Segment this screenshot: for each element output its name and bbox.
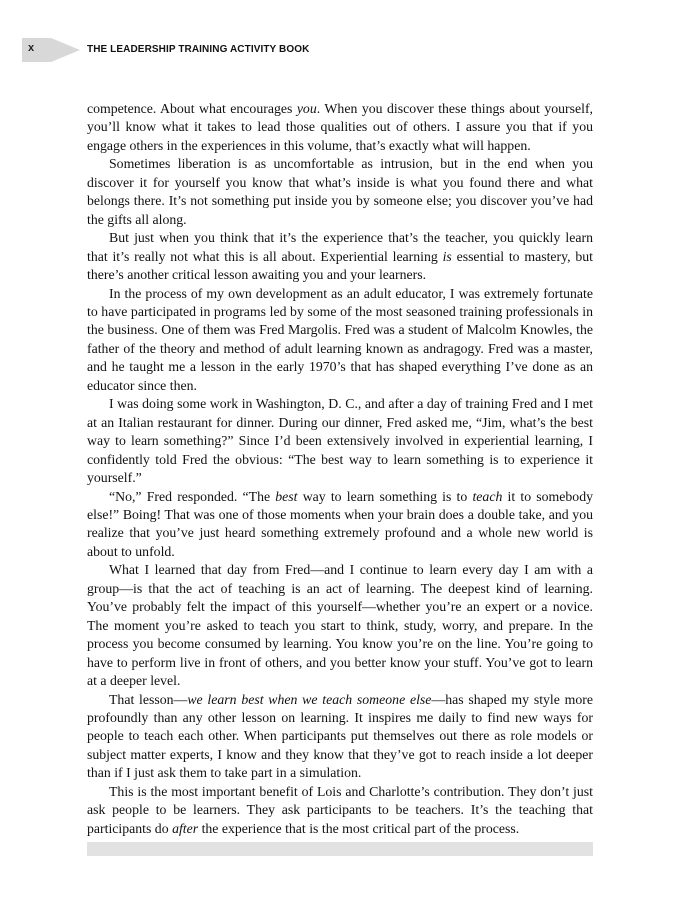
text-run: . When you discover these things about yourself, you’ll know what it takes to lead those qualities out of others. I assure you that if you engage others in the experiences in this volume, that’s exactly what will happen. (87, 101, 593, 153)
paragraph (87, 395, 593, 487)
italic-text: we learn best when we teach someone else (187, 691, 432, 707)
text-run: “No,” Fred responded. “The (109, 488, 276, 504)
paragraph (87, 488, 593, 562)
text-run: In the process of my own development as an adult educator, I was extremely fortunate to have participated in programs led by some of the most seasoned training professionals in the business. One of them was Fred Margolis. Fred was a student of Malcolm Knowles, the father of the theory and method of adult learning known as andragogy. Fred was a master, and he taught me a lesson in the early 1970’s that has shaped everything I’ve done as an educator since then. (87, 285, 593, 393)
text-run: essential to mastery, but there’s another critical lesson awaiting you and your learners. (87, 248, 593, 283)
paragraph (87, 561, 593, 690)
paragraph (87, 783, 593, 838)
text-run: way to learn something is to (297, 488, 473, 504)
text-run: I was doing some work in Washington, D. C., and after a day of training Fred and I met at an Italian restaurant for dinner. During our dinner, Fred asked me, “Jim, what’s the best way to learn something?” Since I’d been extensively involved in experiential learning, I confidently told Fred the obvious: “The best way to learn something is to experience it yourself.” (87, 396, 593, 486)
page-number: x (28, 42, 35, 54)
text-run: competence. About what encourages (87, 101, 297, 116)
italic-text: you (296, 101, 317, 116)
text-run: What I learned that day from Fred—and I continue to learn every day I am with a group—is that the act of teaching is an act of learning. The deepest kind of learning. You’ve probably felt the impact of this yourself—whether you’re an expert or a novice. The moment you’re asked to teach you start to think, study, worry, and prepare. In the process you become consumed by learning. You know you’re on the line. You’re going to have to perform live in front of others, and you better know your stuff. You’ve got to learn at a deeper level. (87, 562, 593, 689)
text-run: Sometimes liberation is as uncomfortable as intrusion, but in the end when you discover it for yourself you know that what’s inside is what you found there and what belongs there. It’s not something put inside you by someone else; you discover you’ve had the gifts all along. (87, 156, 593, 227)
paragraph (87, 285, 593, 396)
italic-text: teach (472, 488, 503, 504)
text-run: —has shaped my style more profoundly than any other lesson on learning. It inspires me daily to find new ways for people to teach each other. When participants put themselves out there as role models or subject matter experts, I know and they know that they’ve got to reach inside a lot deeper than if I just ask them to take part in a simulation. (87, 691, 593, 781)
paragraph (87, 229, 593, 284)
footer-bar (87, 842, 593, 856)
body-text (87, 100, 593, 838)
italic-text: after (172, 820, 199, 836)
paragraph (87, 691, 593, 783)
text-run: it to somebody else!” Boing! That was one of those moments when your brain does a double take, and you realize that you’ve just heard something extremely profound and a whole new world is about to unfold. (87, 488, 594, 559)
paragraph (87, 155, 593, 229)
text-run: But just when you think that it’s the experience that’s the teacher, you quickly learn that it’s really not what this is all about. Experiential learning (87, 230, 593, 264)
text-run: That lesson— (109, 691, 188, 707)
paragraph (87, 100, 593, 155)
text-run: the experience that is the most critical part of the process. (198, 820, 520, 836)
italic-text: best (275, 488, 298, 504)
running-header-title: THE LEADERSHIP TRAINING ACTIVITY BOOK (87, 44, 310, 55)
text-run: This is the most important benefit of Lois and Charlotte’s contribution. They don’t just ask people to be learners. They ask participants to be teachers. It’s the teaching that participants do (87, 783, 593, 836)
italic-text: is (442, 248, 452, 264)
